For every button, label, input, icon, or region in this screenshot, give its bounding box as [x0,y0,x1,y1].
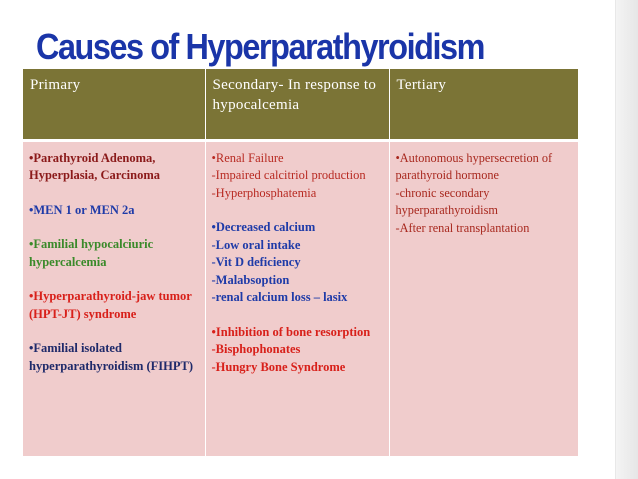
secondary-renal-loss: -renal calcium loss – lasix [211,290,348,304]
causes-table [23,69,579,456]
primary-adenoma: •Parathyroid Adenoma, Hyperplasia, Carcinoma [29,150,161,182]
slide-title: Causes of Hyperparathyroidism [36,26,485,67]
header-row [23,69,578,140]
primary-fhh: •Familial hypocalciuric hypercalcemia [29,237,154,269]
tertiary-chronic: -chronic secondary hyperparathyroidism [395,185,498,217]
header-tertiary: Tertiary [389,69,578,140]
secondary-hungry-bone: -Hungry Bone Syndrome [211,359,346,374]
secondary-malabsorption: -Malabsoption [211,272,290,287]
secondary-hyperphos: -Hyperphosphatemia [211,185,317,200]
primary-cell [23,140,205,456]
secondary-low-oral: -Low oral intake [211,237,301,252]
header-primary: Primary [23,69,205,140]
primary-men: •MEN 1 or MEN 2a [29,202,135,217]
secondary-vit-d: -Vit D deficiency [211,255,301,269]
tertiary-autonomous: •Autonomous hypersecretion of parathyroid hormone [395,150,553,182]
body-row [23,140,578,456]
primary-hptjt: •Hyperparathyroid-jaw tumor (HPT-JT) syndrome [29,289,192,321]
primary-fihpt: •Familial isolated hyperparathyroidism (FIHPT) [29,341,194,373]
slide-right-band [615,0,638,479]
header-secondary: Secondary- In response to hypocalcemia [205,69,389,140]
secondary-calcitriol: -Impaired calcitriol production [211,168,366,182]
secondary-bisphos: -Bisphophonates [211,342,301,356]
tertiary-transplant: -After renal transplantation [395,220,530,235]
secondary-inhibition: •Inhibition of bone resorption [211,324,371,339]
secondary-renal-failure: •Renal Failure [211,150,284,165]
secondary-cell [205,140,389,456]
tertiary-cell [389,140,578,456]
secondary-decreased-calcium: •Decreased calcium [211,220,316,234]
